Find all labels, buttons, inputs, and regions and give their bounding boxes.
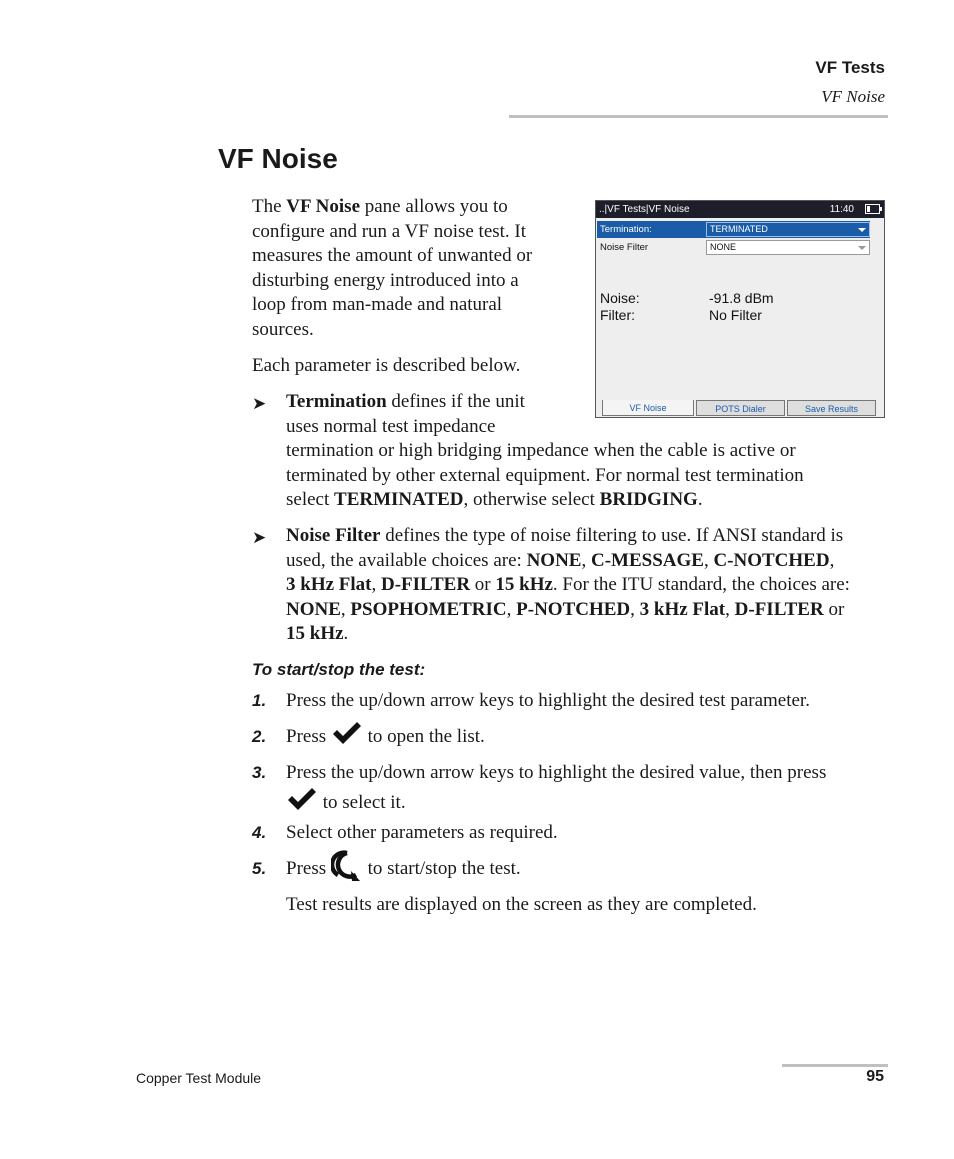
checkmark-key-icon: [286, 786, 318, 812]
step-3-text: [286, 761, 896, 815]
text: to start/stop the test.: [362, 858, 521, 879]
text: pane allows you to: [360, 196, 508, 217]
filter-result-label: Filter:: [600, 307, 635, 323]
step-1-text: Press the up/down arrow keys to highlight the desired test parameter.: [286, 690, 810, 711]
intro-paragraph: [252, 195, 582, 343]
text: ,: [703, 549, 714, 571]
bullet-arrow-icon: ➤: [252, 528, 267, 547]
noise-filter-row[interactable]: [597, 239, 870, 256]
text: Press the up/down arrow keys to highlight the desired value, then press: [286, 762, 827, 783]
bold-term: Noise Filter: [286, 525, 381, 546]
text: uses normal test impedance: [286, 415, 496, 437]
tab-vf-noise[interactable]: VF Noise: [602, 400, 694, 416]
bold-term: BRIDGING: [599, 489, 698, 511]
text: loop from man-made and natural: [252, 294, 503, 316]
bold-term: NONE: [526, 549, 582, 571]
device-screenshot: [595, 200, 885, 418]
step-4-text: Select other parameters as required.: [286, 822, 558, 843]
text: termination or high bridging impedance when the cable is active or: [286, 440, 796, 462]
bold-term: 3 kHz Flat: [286, 574, 372, 596]
text: defines the type of noise filtering to use. If ANSI standard is: [380, 525, 844, 546]
text: ,: [829, 549, 835, 571]
step-number: 1.: [252, 691, 267, 710]
checkmark-key-icon: [331, 720, 363, 746]
dropdown-arrow-icon: [858, 228, 866, 232]
termination-select[interactable]: [706, 222, 870, 237]
text: ,: [340, 598, 351, 620]
bold-term: D-FILTER: [381, 574, 471, 596]
text: or: [823, 598, 845, 620]
text: ,: [581, 549, 591, 571]
bold-term: PSOPHOMETRIC: [350, 598, 507, 620]
page-number: 95: [866, 1068, 884, 1085]
device-tab-bar: [596, 400, 884, 417]
running-header-subsection: VF Noise: [821, 87, 885, 106]
tab-save-results[interactable]: Save Results: [787, 400, 876, 416]
bold-term: D-FILTER: [734, 598, 824, 620]
bold-term: 15 kHz: [286, 623, 344, 645]
page-title: VF Noise: [218, 143, 338, 174]
filter-result-value: No Filter: [709, 307, 762, 323]
text: , otherwise select: [463, 489, 600, 511]
noise-filter-value: NONE: [710, 242, 737, 252]
bullet-arrow-icon: ➤: [252, 394, 267, 413]
text: The: [252, 196, 287, 217]
intro-paragraph-2: Each parameter is described below.: [252, 355, 521, 376]
text: .: [697, 489, 703, 511]
text: to select it.: [318, 791, 406, 813]
text: select: [286, 489, 335, 511]
step-number: 3.: [252, 763, 267, 782]
noise-filter-label: Noise Filter: [600, 242, 649, 253]
termination-row[interactable]: [597, 221, 870, 238]
step-2-text: [286, 720, 485, 750]
noise-result-label: Noise:: [600, 290, 640, 306]
text: ,: [725, 598, 735, 620]
procedure-heading: To start/stop the test:: [252, 660, 426, 679]
bold-term: NONE: [286, 598, 341, 620]
text: Press: [286, 858, 331, 879]
text: ,: [371, 574, 381, 596]
bold-term: C-NOTCHED: [713, 549, 830, 571]
start-stop-key-icon: [331, 850, 363, 882]
text: configure and run a VF noise test. It: [252, 220, 527, 242]
bold-term: P-NOTCHED: [516, 598, 631, 620]
device-breadcrumb: ..|VF Tests|VF Noise: [599, 204, 690, 215]
footer-rule: [782, 1064, 888, 1067]
step-number: 2.: [252, 727, 267, 746]
tab-pots-dialer[interactable]: POTS Dialer: [696, 400, 785, 416]
device-clock: 11:40: [829, 204, 854, 215]
text: disturbing energy introduced into a: [252, 269, 519, 291]
noise-result-value: -91.8 dBm: [709, 290, 774, 306]
text: used, the available choices are:: [286, 549, 527, 571]
text: . For the ITU standard, the choices are:: [552, 574, 850, 596]
results-note: Test results are displayed on the screen as they are completed.: [286, 894, 757, 915]
device-title-bar: [596, 201, 884, 218]
bold-term: C-MESSAGE: [590, 549, 704, 571]
text: .: [343, 623, 349, 645]
header-rule: [509, 115, 888, 118]
dropdown-arrow-icon: [858, 246, 866, 250]
text: measures the amount of unwanted or: [252, 245, 533, 267]
text: defines if the unit: [386, 391, 525, 412]
step-number: 4.: [252, 823, 267, 842]
termination-value: TERMINATED: [710, 224, 768, 234]
noise-filter-select[interactable]: [706, 240, 870, 255]
text: sources.: [252, 318, 314, 340]
battery-icon: [865, 204, 880, 214]
bold-term: VF Noise: [286, 196, 360, 217]
bold-term: TERMINATED: [334, 489, 464, 511]
running-header-section: VF Tests: [815, 58, 885, 77]
bold-term: 3 kHz Flat: [639, 598, 726, 620]
text: ,: [506, 598, 517, 620]
text: Press: [286, 726, 331, 747]
bold-term: 15 kHz: [495, 574, 553, 596]
bold-term: Termination: [286, 391, 387, 412]
termination-label: Termination:: [600, 224, 652, 235]
text: terminated by other external equipment. For normal test termination: [286, 464, 804, 486]
step-number: 5.: [252, 859, 267, 878]
text: ,: [630, 598, 640, 620]
text: to open the list.: [362, 726, 485, 747]
battery-level: [867, 206, 870, 212]
footer-product-name: Copper Test Module: [136, 1070, 262, 1086]
text: or: [470, 574, 496, 596]
noise-filter-description: [286, 524, 896, 647]
step-5-text: [286, 850, 521, 882]
